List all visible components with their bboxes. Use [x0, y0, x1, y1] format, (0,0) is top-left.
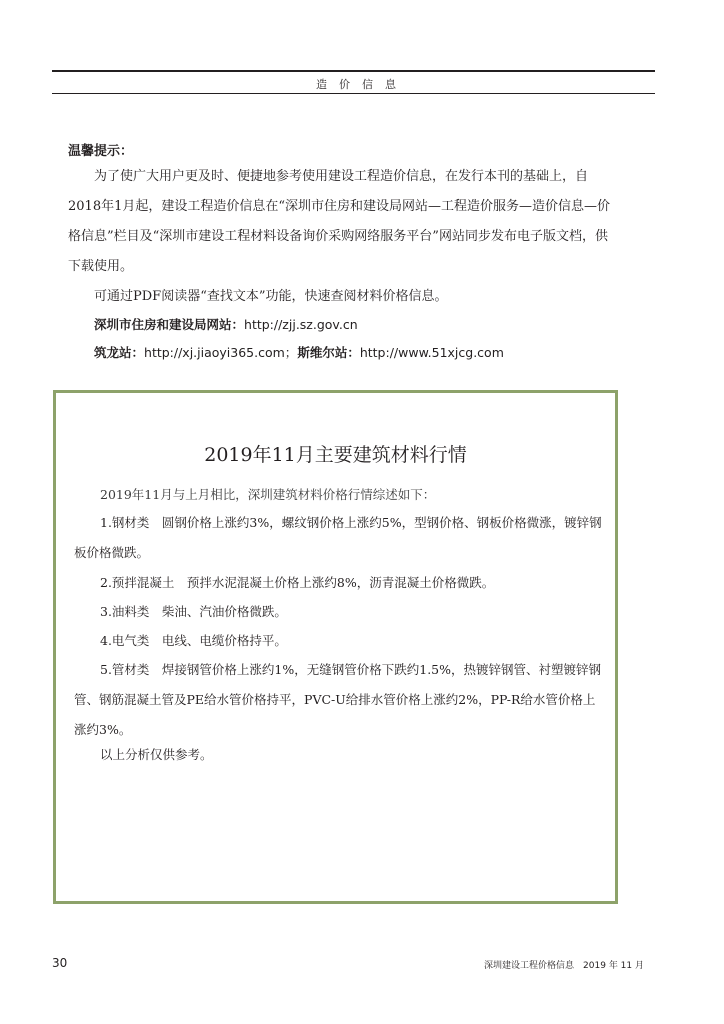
- website-label: 深圳市住房和建设局网站：: [94, 317, 245, 332]
- market-item-steel: 1.钢材类 圆钢价格上涨约3%，螺纹钢价格上涨约5%，型钢价格、钢板价格微涨，镀锌钢板价格微跌。: [74, 515, 602, 560]
- website-line-housing-bureau: [94, 315, 358, 333]
- market-item-pipes: 5.管材类 焊接钢管价格上涨约1%，无缝钢管价格下跌约1.5%，热镀锌钢管、衬塑镀锌钢管、钢筋混凝土管及PE给水管价格持平，PVC-U给排水管价格上涨约2%，PP-R给水管价格上涨约3%。: [74, 662, 602, 737]
- page-number: 30: [52, 956, 68, 970]
- header-bottom-rule: [52, 93, 655, 94]
- website-link[interactable]: http://zjj.sz.gov.cn: [244, 317, 358, 332]
- market-summary-title: 2019年11月主要建筑材料行情: [204, 444, 467, 466]
- notice-title: 温馨提示：: [68, 144, 134, 159]
- running-header: 造价信息: [316, 78, 408, 91]
- website-link[interactable]: http://www.51xjcg.com: [359, 345, 504, 360]
- notice-paragraph-1: 为了使广大用户更及时、便捷地参考使用建设工程造价信息，在发行本刊的基础上，自2018年1月起，建设工程造价信息在“深圳市住房和建设局网站—工程造价服务—造价信息—价格信息”栏目及“深圳市建设工程材料设备询价采购网络服务平台”网站同步发布电子版文档，供下载使用。: [68, 169, 611, 274]
- market-item-concrete: 2.预拌混凝土 预拌水泥混凝土价格上涨约8%，沥青混凝土价格微跌。: [100, 575, 495, 590]
- market-item-oil: 3.油料类 柴油、汽油价格微跌。: [100, 604, 287, 619]
- market-item-electrical: 4.电气类 电线、电缆价格持平。: [100, 633, 287, 648]
- website-label: 筑龙站：: [94, 345, 145, 360]
- website-link[interactable]: http://xj.jiaoyi365.com；: [144, 345, 298, 360]
- website-line-mirrors: [94, 343, 504, 361]
- header-top-rule: [52, 70, 655, 72]
- market-summary-intro: 2019年11月与上月相比，深圳建筑材料价格行情综述如下：: [100, 487, 436, 502]
- market-summary-conclusion: 以上分析仅供参考。: [100, 747, 213, 762]
- notice-paragraph-2: 可通过PDF阅读器“查找文本”功能，快速查阅材料价格信息。: [94, 289, 448, 304]
- publication-footer: 深圳建设工程价格信息 2019 年 11 月: [484, 961, 644, 971]
- website-label: 斯维尔站：: [297, 345, 360, 360]
